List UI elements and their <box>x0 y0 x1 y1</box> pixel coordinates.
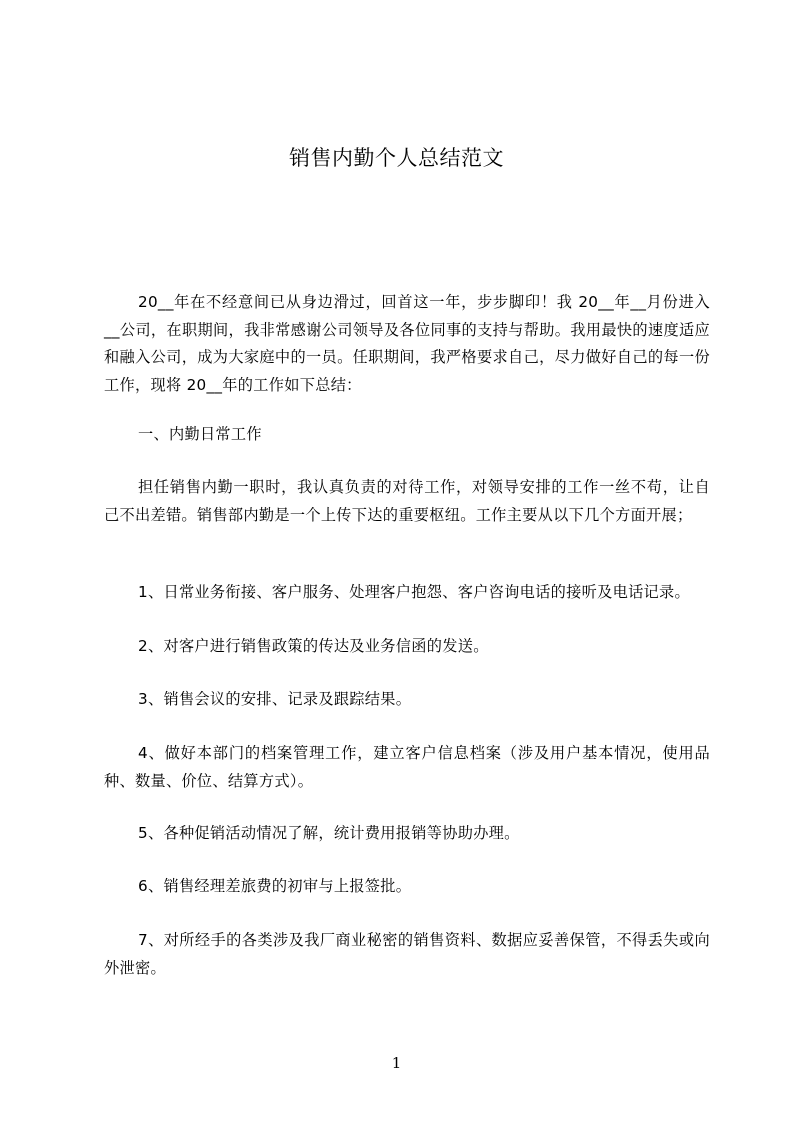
document-title: 销售内勤个人总结范文 <box>289 146 504 170</box>
section-heading-daily-work: 一、内勤日常工作 <box>138 425 262 443</box>
list-item-3: 3、销售会议的安排、记录及跟踪结果。 <box>138 690 412 708</box>
daily-work-paragraph: 担任销售内勤一职时，我认真负责的对待工作，对领导安排的工作一丝不苟，让自己不出差错。销售部内勤是一个上传下达的重要枢纽。工作主要从以下几个方面开展； <box>104 478 710 524</box>
list-item-6: 6、销售经理差旅费的初审与上报签批。 <box>138 877 412 895</box>
list-item-5: 5、各种促销活动情况了解，统计费用报销等协助办理。 <box>138 824 520 842</box>
intro-paragraph: 20__年在不经意间已从身边滑过，回首这一年，步步脚印！我 20__年__月份进入__公司，在职期间，我非常感谢公司领导及各位同事的支持与帮助。我用最快的速度适应和融入公司，成为大家庭中的一员。任职期间，我严格要求自己，尽力做好自己的每一份工作，现将 20__年的工作如下总结： <box>104 293 710 394</box>
list-item-2: 2、对客户进行销售政策的传达及业务信函的发送。 <box>138 637 489 655</box>
list-item-4: 4、做好本部门的档案管理工作，建立客户信息档案（涉及用户基本情况，使用品种、数量、价位、结算方式）。 <box>104 744 710 790</box>
list-item-7: 7、对所经手的各类涉及我厂商业秘密的销售资料、数据应妥善保管，不得丢失或向外泄密。 <box>104 931 710 977</box>
page-number: 1 <box>391 1054 402 1072</box>
list-item-1: 1、日常业务衔接、客户服务、处理客户抱怨、客户咨询电话的接听及电话记录。 <box>138 583 691 601</box>
